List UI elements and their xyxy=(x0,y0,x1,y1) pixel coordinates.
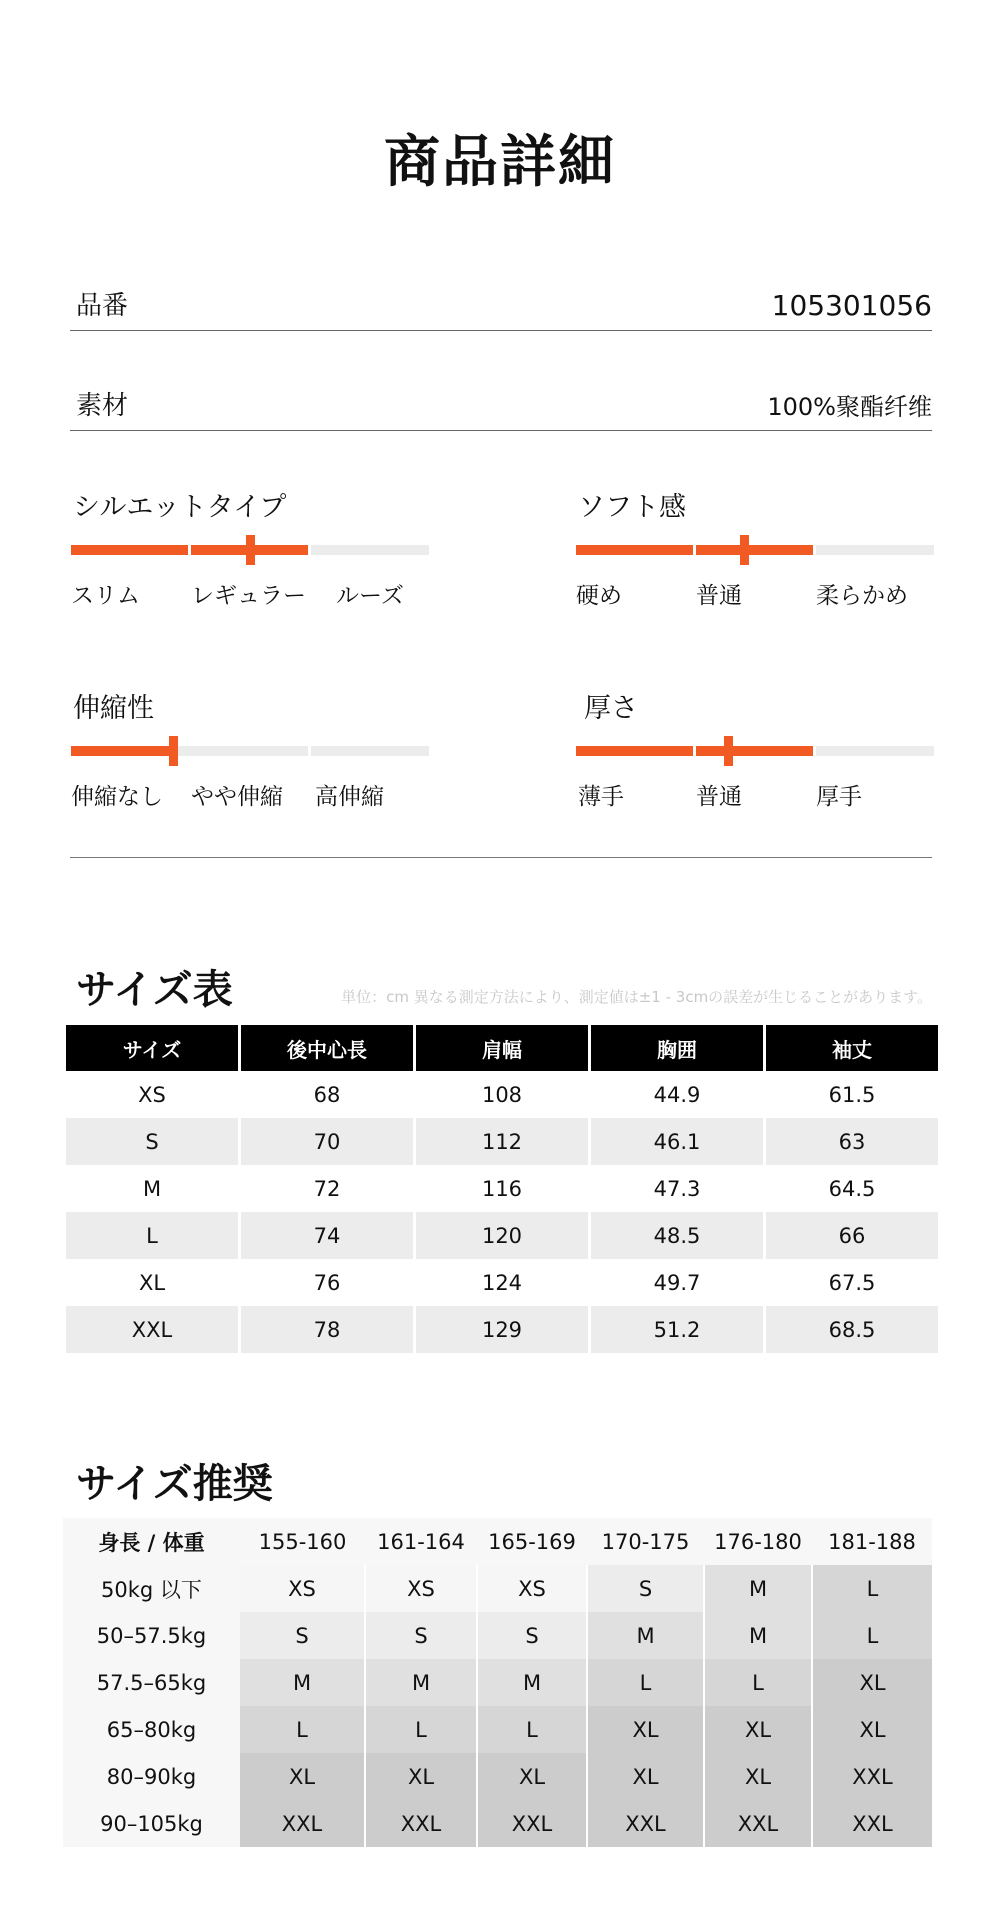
scale-segment xyxy=(311,746,429,756)
scale-segment xyxy=(174,746,308,756)
silhouette-scale xyxy=(71,485,431,625)
table-cell: L xyxy=(812,1565,932,1612)
page-title: 商品詳細 xyxy=(384,130,616,195)
table-cell: 64.5 xyxy=(828,1176,876,1201)
table-cell: XXL xyxy=(477,1800,587,1847)
scale-label: レギュラー xyxy=(191,583,306,609)
table-cell: S xyxy=(477,1612,587,1659)
table-row xyxy=(63,1753,932,1800)
scale-label: 厚手 xyxy=(816,784,862,810)
table-cell: XL xyxy=(365,1753,477,1800)
recommend-corner-label: 身長 / 体重 xyxy=(63,1518,240,1565)
table-cell: 46.1 xyxy=(591,1118,763,1165)
softness-scale xyxy=(576,485,936,625)
scale-heading: 厚さ xyxy=(584,693,638,724)
table-cell: 67.5 xyxy=(828,1270,876,1295)
section-divider xyxy=(70,857,932,858)
table-cell: M xyxy=(365,1659,477,1706)
scale-track xyxy=(576,746,934,756)
scale-label: ルーズ xyxy=(336,583,404,609)
weight-label: 80–90kg xyxy=(63,1753,240,1800)
size-table-header-cell: 後中心長 xyxy=(241,1025,413,1071)
table-cell: 78 xyxy=(241,1306,413,1353)
scale-heading: 伸縮性 xyxy=(73,693,154,724)
scale-label: 普通 xyxy=(696,784,742,810)
size-table-title: サイズ表 xyxy=(76,967,233,1013)
table-cell: XXL xyxy=(812,1800,932,1847)
table-cell: 124 xyxy=(481,1270,523,1295)
table-cell: 129 xyxy=(416,1306,588,1353)
weight-label: 65–80kg xyxy=(63,1706,240,1753)
table-cell: XXL xyxy=(66,1306,238,1353)
table-cell: 120 xyxy=(416,1212,588,1259)
table-cell: L xyxy=(240,1706,365,1753)
scale-label: スリム xyxy=(71,583,140,609)
table-cell: 74 xyxy=(241,1212,413,1259)
table-cell: S xyxy=(66,1118,238,1165)
table-row xyxy=(63,1659,932,1706)
scale-marker xyxy=(246,535,255,565)
table-row xyxy=(66,1259,938,1306)
table-row xyxy=(66,1071,938,1118)
table-cell: 48.5 xyxy=(591,1212,763,1259)
scale-segment xyxy=(696,746,813,756)
scale-label: 高伸縮 xyxy=(315,784,384,810)
scale-segment xyxy=(311,545,429,555)
table-cell: M xyxy=(240,1659,365,1706)
size-table-header xyxy=(66,1025,938,1071)
table-row xyxy=(63,1800,932,1847)
product-code-label: 品番 xyxy=(76,291,129,321)
material-row xyxy=(70,380,932,431)
table-cell: XXL xyxy=(812,1753,932,1800)
table-cell: XL xyxy=(240,1753,365,1800)
scale-track xyxy=(71,545,429,555)
scale-segment xyxy=(696,545,813,555)
table-cell: XL xyxy=(812,1706,932,1753)
scale-label: 伸縮なし xyxy=(71,784,163,810)
table-cell: M xyxy=(704,1612,812,1659)
table-cell: XS xyxy=(477,1565,587,1612)
table-cell: M xyxy=(704,1565,812,1612)
scale-heading: ソフト感 xyxy=(578,492,686,523)
height-header: 176-180 xyxy=(704,1518,812,1565)
height-header: 170-175 xyxy=(587,1518,704,1565)
weight-label: 90–105kg xyxy=(63,1800,240,1847)
table-row xyxy=(66,1212,938,1259)
weight-label: 50–57.5kg xyxy=(63,1612,240,1659)
table-cell: 61.5 xyxy=(828,1082,876,1107)
scale-marker xyxy=(169,736,178,766)
table-cell: XS xyxy=(138,1082,166,1107)
table-cell: L xyxy=(66,1212,238,1259)
table-cell: L xyxy=(704,1659,812,1706)
table-cell: 44.9 xyxy=(653,1082,701,1107)
table-cell: L xyxy=(812,1612,932,1659)
scale-segment xyxy=(71,746,174,756)
table-cell: XXL xyxy=(587,1800,704,1847)
table-row xyxy=(63,1612,932,1659)
scale-track xyxy=(71,746,429,756)
table-cell: 116 xyxy=(481,1176,523,1201)
table-row xyxy=(66,1165,938,1212)
size-table-header-cell: サイズ xyxy=(66,1025,238,1071)
thickness-scale xyxy=(576,686,936,826)
table-cell: M xyxy=(587,1612,704,1659)
table-cell: 70 xyxy=(241,1118,413,1165)
table-cell: M xyxy=(477,1659,587,1706)
scale-segment xyxy=(816,746,934,756)
scale-label: 柔らかめ xyxy=(816,583,908,609)
table-cell: 108 xyxy=(481,1082,523,1107)
table-cell: XL xyxy=(587,1753,704,1800)
table-cell: S xyxy=(365,1612,477,1659)
table-cell: 51.2 xyxy=(591,1306,763,1353)
material-value: 100%聚酯纤维 xyxy=(767,393,932,421)
scale-segment xyxy=(71,545,188,555)
table-cell: 49.7 xyxy=(653,1270,701,1295)
table-cell: XS xyxy=(240,1565,365,1612)
table-cell: 68 xyxy=(313,1082,341,1107)
table-cell: XXL xyxy=(365,1800,477,1847)
table-cell: S xyxy=(240,1612,365,1659)
table-cell: 68.5 xyxy=(766,1306,938,1353)
table-cell: 47.3 xyxy=(653,1176,701,1201)
scale-label: 薄手 xyxy=(578,784,624,810)
table-cell: XS xyxy=(365,1565,477,1612)
size-table-header-cell: 胸囲 xyxy=(591,1025,763,1071)
table-cell: 63 xyxy=(766,1118,938,1165)
weight-label: 50kg 以下 xyxy=(63,1565,240,1612)
table-cell: XL xyxy=(477,1753,587,1800)
table-cell: 112 xyxy=(416,1118,588,1165)
table-cell: L xyxy=(477,1706,587,1753)
table-row xyxy=(63,1565,932,1612)
product-code-row xyxy=(70,280,932,331)
table-row xyxy=(66,1118,938,1165)
recommend-header-row xyxy=(63,1518,932,1565)
scale-label: 硬め xyxy=(576,583,622,609)
height-header: 161-164 xyxy=(365,1518,477,1565)
weight-label: 57.5–65kg xyxy=(63,1659,240,1706)
table-cell: XL xyxy=(704,1706,812,1753)
scale-segment xyxy=(576,545,693,555)
table-cell: L xyxy=(365,1706,477,1753)
table-row xyxy=(66,1306,938,1353)
size-table-header-cell: 肩幅 xyxy=(416,1025,588,1071)
product-code-value: 105301056 xyxy=(771,289,932,322)
scale-track xyxy=(576,545,934,555)
table-cell: L xyxy=(587,1659,704,1706)
table-cell: XL xyxy=(704,1753,812,1800)
scale-segment xyxy=(816,545,934,555)
scale-label: やや伸縮 xyxy=(191,784,283,810)
table-row xyxy=(63,1706,932,1753)
table-cell: 72 xyxy=(313,1176,341,1201)
height-header: 155-160 xyxy=(240,1518,365,1565)
table-cell: 66 xyxy=(766,1212,938,1259)
size-table-header-cell: 袖丈 xyxy=(766,1025,938,1071)
stretch-scale xyxy=(71,686,431,826)
size-table xyxy=(63,1025,941,1353)
table-cell: M xyxy=(142,1176,162,1201)
scale-marker xyxy=(740,535,749,565)
scale-marker xyxy=(724,736,733,766)
height-header: 181-188 xyxy=(812,1518,932,1565)
table-cell: XXL xyxy=(704,1800,812,1847)
table-cell: 76 xyxy=(313,1270,341,1295)
height-header: 165-169 xyxy=(477,1518,587,1565)
table-cell: XL xyxy=(587,1706,704,1753)
scale-heading: シルエットタイプ xyxy=(73,492,287,523)
size-recommend-title: サイズ推奨 xyxy=(76,1461,273,1507)
table-cell: XXL xyxy=(240,1800,365,1847)
size-recommend-table xyxy=(63,1518,932,1847)
scale-label: 普通 xyxy=(696,583,742,609)
material-label: 素材 xyxy=(76,391,129,421)
table-cell: XL xyxy=(812,1659,932,1706)
table-cell: XL xyxy=(138,1270,166,1295)
scale-segment xyxy=(576,746,693,756)
size-table-note: 単位：cm 異なる測定方法により、測定値は±1 - 3cmの誤差が生じることがあります。 xyxy=(341,988,932,1006)
table-cell: S xyxy=(587,1565,704,1612)
